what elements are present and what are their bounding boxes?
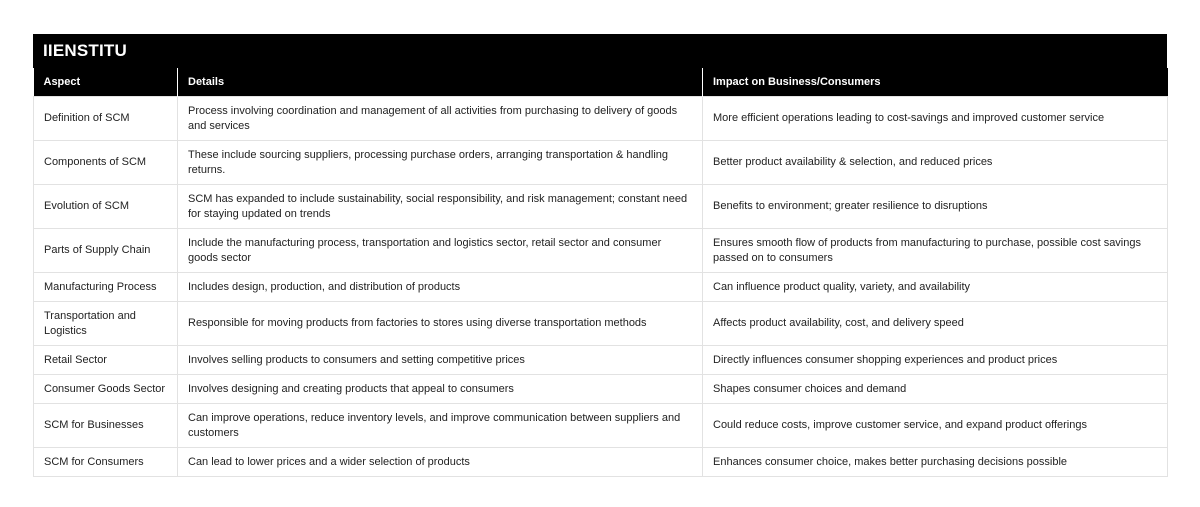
brand-header: IIENSTITU	[33, 34, 1167, 68]
table-row	[34, 273, 1168, 302]
impact-cell: Shapes consumer choices and demand	[703, 375, 1168, 404]
impact-cell: Ensures smooth flow of products from manufacturing to purchase, possible cost savings passed on to consumers	[703, 229, 1168, 273]
details-cell: Include the manufacturing process, transportation and logistics sector, retail sector and consumer goods sector	[178, 229, 703, 273]
aspect-cell: SCM for Consumers	[34, 448, 178, 477]
aspect-cell: Components of SCM	[34, 141, 178, 185]
column-header-aspect: Aspect	[34, 68, 178, 97]
details-cell: Can improve operations, reduce inventory levels, and improve communication between suppliers and customers	[178, 404, 703, 448]
impact-cell: Affects product availability, cost, and delivery speed	[703, 302, 1168, 346]
details-cell: Process involving coordination and management of all activities from purchasing to delivery of goods and services	[178, 97, 703, 141]
impact-cell: Directly influences consumer shopping experiences and product prices	[703, 346, 1168, 375]
impact-cell: Benefits to environment; greater resilience to disruptions	[703, 185, 1168, 229]
table-row	[34, 375, 1168, 404]
aspect-cell: Definition of SCM	[34, 97, 178, 141]
aspect-cell: Evolution of SCM	[34, 185, 178, 229]
impact-cell: Enhances consumer choice, makes better purchasing decisions possible	[703, 448, 1168, 477]
header-row	[34, 68, 1168, 97]
details-cell: Responsible for moving products from factories to stores using diverse transportation methods	[178, 302, 703, 346]
aspect-cell: SCM for Businesses	[34, 404, 178, 448]
table-row	[34, 141, 1168, 185]
scm-table-container	[33, 34, 1167, 477]
details-cell: These include sourcing suppliers, processing purchase orders, arranging transportation & handling returns.	[178, 141, 703, 185]
table-row	[34, 302, 1168, 346]
aspect-cell: Retail Sector	[34, 346, 178, 375]
table-row	[34, 97, 1168, 141]
aspect-cell: Manufacturing Process	[34, 273, 178, 302]
details-cell: Can lead to lower prices and a wider selection of products	[178, 448, 703, 477]
aspect-cell: Parts of Supply Chain	[34, 229, 178, 273]
aspect-cell: Consumer Goods Sector	[34, 375, 178, 404]
column-header-details: Details	[178, 68, 703, 97]
details-cell: SCM has expanded to include sustainability, social responsibility, and risk management; constant need for staying updated on trends	[178, 185, 703, 229]
table-row	[34, 404, 1168, 448]
details-cell: Involves selling products to consumers and setting competitive prices	[178, 346, 703, 375]
details-cell: Involves designing and creating products that appeal to consumers	[178, 375, 703, 404]
table-row	[34, 346, 1168, 375]
impact-cell: Can influence product quality, variety, and availability	[703, 273, 1168, 302]
aspect-cell: Transportation and Logistics	[34, 302, 178, 346]
table-row	[34, 229, 1168, 273]
impact-cell: More efficient operations leading to cost-savings and improved customer service	[703, 97, 1168, 141]
table-row	[34, 448, 1168, 477]
column-header-impact: Impact on Business/Consumers	[703, 68, 1168, 97]
scm-table	[33, 68, 1168, 477]
details-cell: Includes design, production, and distribution of products	[178, 273, 703, 302]
impact-cell: Could reduce costs, improve customer service, and expand product offerings	[703, 404, 1168, 448]
table-row	[34, 185, 1168, 229]
impact-cell: Better product availability & selection, and reduced prices	[703, 141, 1168, 185]
